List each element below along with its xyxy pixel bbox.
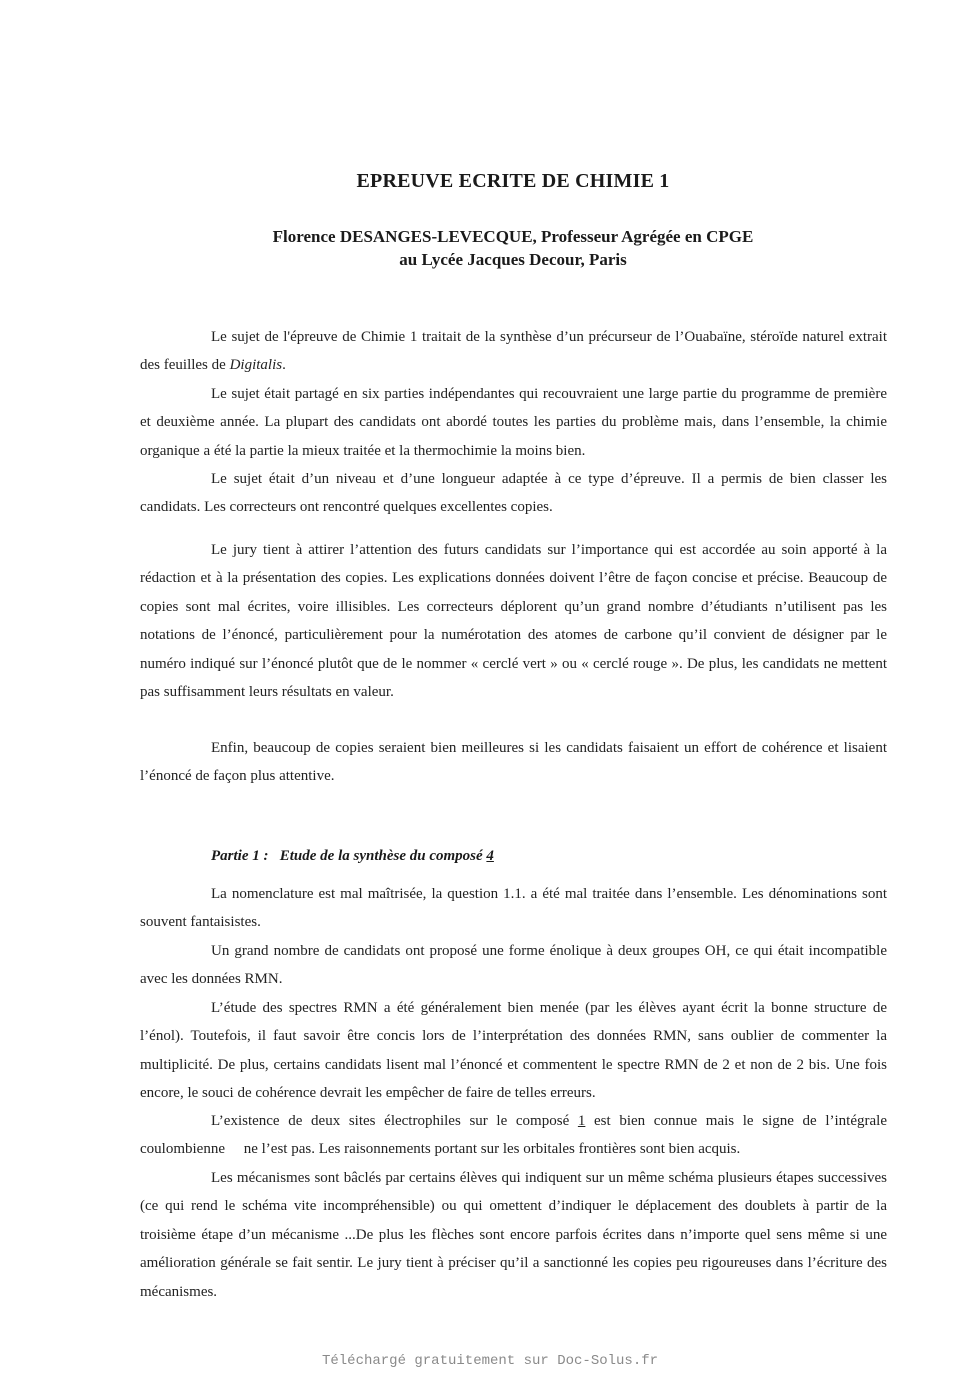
- partie1-paragraph-5: Les mécanismes sont bâclés par certains élèves qui indiquent sur un même schéma plusieurs étapes successives (ce qui rend le schéma vite incompréhensible) ou qui omettent d’indiquer le déplacement des doublets à partir de la troisième étape d’un mécanisme ...De plus les flèches sont encore parfois écrites dans n’importe quel sens même si une amélioration générale se fait sentir. Le jury tient à préciser qu’il a sanctionné les copies peu rigoureuses dans l’écriture des mécanismes.: [140, 1170, 887, 1300]
- footer-download-notice: Téléchargé gratuitement sur Doc-Solus.fr: [321, 1353, 659, 1369]
- author-line-1: Florence DESANGES-LEVECQUE, Professeur Agrégée en CPGE: [272, 227, 754, 246]
- italic-digitalis: Digitalis: [229, 357, 283, 374]
- partie1-paragraph-4: L’existence de deux sites électrophiles sur le composé 1 est bien connue mais le signe de l’intégrale coulombienne ne l’est pas. Les raisonnements portant sur les orbitales frontières sont bien acquis.: [140, 1113, 891, 1158]
- section-heading-partie-1: Partie 1 : Etude de la synthèse du composé 4: [211, 848, 494, 864]
- partie1-paragraph-3: L’étude des spectres RMN a été généralement bien menée (par les élèves ayant écrit la bonne structure de l’énol). Toutefois, il faut savoir être concis lors de l’interprétation des données RMN, sans oublier de commenter la multiplicité. De plus, certains candidats lisent mal l’énoncé et commentent le spectre RMN de 2 et non de 2 bis. Une fois encore, le souci de cohérence devrait les empêcher de faire de telles erreurs.: [140, 1000, 887, 1102]
- author-line-2: au Lycée Jacques Decour, Paris: [399, 250, 627, 269]
- jury-paragraph-1: Le jury tient à attirer l’attention des futurs candidats sur l’importance qui est accordée au soin apporté à la rédaction et à la présentation des copies. Les explications données doivent l’être de façon concise et précise. Beaucoup de copies sont mal écrites, voire illisibles. Les correcteurs déplorent qu’un grand nombre d’étudiants n’utilisent pas les notations de l’énoncé, particulièrement pour la numérotation des atomes de carbone qu’il convient de désigner par le numéro indiqué sur l’énoncé plutôt que de le nommer « cerclé vert » ou « cerclé rouge ». De plus, les candidats ne mettent pas suffisamment leurs résultats en valeur.: [140, 542, 887, 701]
- document-title: EPREUVE ECRITE DE CHIMIE 1: [356, 170, 670, 192]
- intro-paragraph-2: Le sujet était partagé en six parties indépendantes qui recouvraient une large partie du programme de première et deuxième année. La plupart des candidats ont abordé toutes les parties du problème mais, dans l’ensemble, la chimie organique a été la partie la mieux traitée et la thermochimie la moins bien.: [140, 386, 887, 459]
- compound-number-1: 1: [577, 1113, 586, 1129]
- compound-number-4: 4: [486, 848, 494, 864]
- intro-paragraph-1: Le sujet de l'épreuve de Chimie 1 traitait de la synthèse d’un précurseur de l’Ouabaïne, stéroïde naturel extrait des feuilles de Digitalis.: [140, 329, 887, 374]
- partie1-paragraph-2: Un grand nombre de candidats ont proposé une forme énolique à deux groupes OH, ce qui était incompatible avec les données RMN.: [140, 943, 887, 988]
- jury-paragraph-2: Enfin, beaucoup de copies seraient bien meilleures si les candidats faisaient un effort de cohérence et lisaient l’énoncé de façon plus attentive.: [140, 740, 887, 785]
- partie1-paragraph-1: La nomenclature est mal maîtrisée, la question 1.1. a été mal traitée dans l’ensemble. Les dénominations sont souvent fantaisistes.: [140, 886, 887, 931]
- intro-paragraph-3: Le sujet était d’un niveau et d’une longueur adaptée à ce type d’épreuve. Il a permis de bien classer les candidats. Les correcteurs ont rencontré quelques excellentes copies.: [140, 471, 887, 516]
- author-block: [0, 225, 980, 271]
